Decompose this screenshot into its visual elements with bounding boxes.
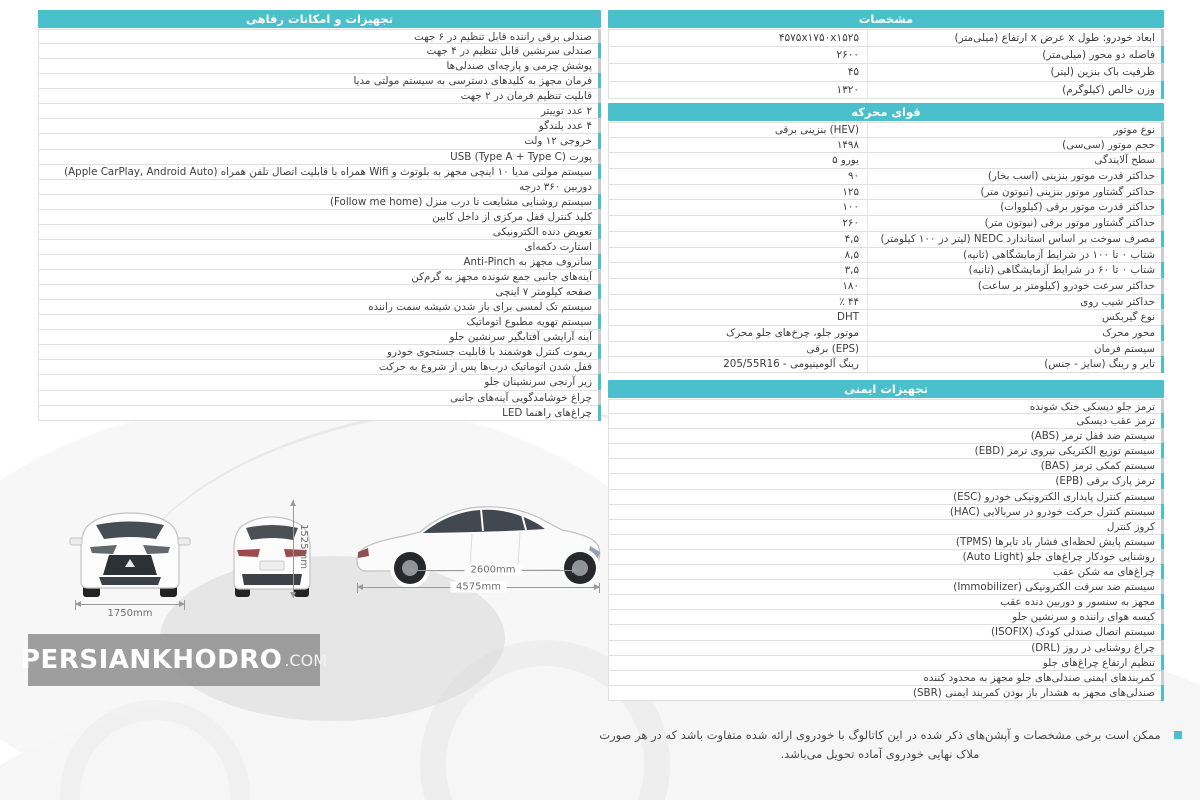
safety-row	[608, 610, 1164, 625]
powertrain-row	[608, 279, 1164, 295]
comfort-section	[38, 10, 601, 421]
comfort-item-label: استارت دکمه‌ای	[524, 240, 592, 253]
safety-item-label: ترمز پارک برقی (EPB)	[1055, 475, 1155, 488]
safety-row	[608, 490, 1164, 505]
powertrain-row	[608, 153, 1164, 169]
safety-item-label: روشنایی خودکار چراغ‌های جلو (Auto Light)	[962, 550, 1155, 563]
dimension-width	[75, 604, 185, 624]
safety-item-label: سیستم کنترل حرکت خودرو در سربالایی (HAC)	[949, 505, 1155, 518]
spec-row	[608, 47, 1164, 65]
comfort-item-label: سیستم تک لمسی برای باز شدن شیشه سمت راننده	[368, 301, 592, 314]
comfort-item-label: فرمان مجهز به کلیدهای دسترسی به سیستم مولتی مدیا	[353, 75, 592, 88]
safety-item-label: مجهز به سنسور و دوربین دنده عقب	[1000, 596, 1155, 609]
powertrain-value: بنزینی برقی (HEV)	[774, 124, 859, 136]
bullet-square-icon	[1174, 731, 1182, 739]
comfort-row	[38, 270, 601, 285]
safety-row	[608, 520, 1164, 535]
disclaimer-text: ممکن است برخی مشخصات و آپشن‌های ذکر شده در این کاتالوگ با خودروی ارائه شده متفاوت باشد که در هر صورت ملاک نهایی خودروی آماده تحویل می‌باشد.	[599, 728, 1161, 761]
powertrain-row	[608, 169, 1164, 185]
safety-item-label: ترمز عقب دیسکی	[1076, 415, 1155, 428]
powertrain-section-header: قوای محرکه	[608, 103, 1164, 121]
safety-row	[608, 550, 1164, 565]
dimension-tick	[184, 600, 185, 610]
dimension-wheelbase-label: 2600mm	[465, 565, 522, 576]
safety-row	[608, 429, 1164, 444]
disclaimer-note	[592, 726, 1170, 764]
safety-row	[608, 444, 1164, 459]
safety-row	[608, 399, 1164, 414]
powertrain-value: ۳,۵	[844, 264, 859, 277]
comfort-item-label: کلید کنترل قفل مرکزی از داخل کابین	[432, 210, 592, 223]
comfort-row	[38, 406, 601, 421]
comfort-item-label: صندلی سرنشین قابل تنظیم در ۴ جهت	[426, 45, 592, 58]
powertrain-value: ۹۰	[847, 170, 859, 183]
comfort-row	[38, 375, 601, 390]
safety-row	[608, 656, 1164, 671]
safety-section-header: تجهیزات ایمنی	[608, 380, 1164, 398]
dimension-tick	[75, 600, 76, 610]
comfort-row	[38, 225, 601, 240]
spec-label: فاصله دو محور (میلی‌متر)	[867, 47, 1163, 64]
spec-row	[608, 29, 1164, 47]
comfort-row	[38, 255, 601, 270]
spec-value: ۱۳۲۰	[836, 83, 859, 96]
comfort-item-label: ریموت کنترل هوشمند با قابلیت جستجوی خودرو	[386, 346, 592, 359]
powertrain-label: حداکثر قدرت موتور برقی (کیلووات)	[867, 200, 1163, 215]
powertrain-value: DHT	[837, 311, 859, 324]
safety-row	[608, 686, 1164, 701]
spec-value: ۲۶۰۰	[836, 48, 859, 61]
safety-table	[608, 399, 1164, 701]
safety-item-label: چراغ روشنایی در روز (DRL)	[1031, 641, 1155, 654]
comfort-row	[38, 285, 601, 300]
powertrain-value: برقی (EPS)	[806, 342, 859, 355]
comfort-row	[38, 29, 601, 44]
powertrain-row	[608, 310, 1164, 326]
specs-section-header: مشخصات	[608, 10, 1164, 28]
spec-row	[608, 64, 1164, 82]
powertrain-value: ۴,۵	[844, 232, 859, 245]
dimension-line	[293, 500, 294, 598]
dimension-height-label: 1525mm	[298, 524, 309, 569]
comfort-item-label: تعویض دنده الکترونیکی	[492, 225, 592, 238]
safety-item-label: سیستم توزیع الکتریکی نیروی ترمز (EBD)	[974, 445, 1155, 458]
powertrain-label: نوع گیربکس	[867, 310, 1163, 325]
comfort-row	[38, 240, 601, 255]
powertrain-row	[608, 342, 1164, 358]
comfort-row	[38, 74, 601, 89]
safety-section	[608, 380, 1164, 701]
powertrain-label: تایر و رینگ (سایز - جنس)	[867, 357, 1163, 372]
powertrain-label: حداکثر گشتاور موتور بنزینی (نیوتون متر)	[867, 185, 1163, 200]
comfort-item-label: آینه‌های جانبی جمع شونده مجهز به گرم‌کن	[411, 271, 592, 283]
safety-row	[608, 625, 1164, 640]
powertrain-value: یورو ۵	[832, 154, 859, 167]
safety-row	[608, 459, 1164, 474]
safety-row	[608, 595, 1164, 610]
powertrain-row	[608, 122, 1164, 138]
spec-value: ۴۵۷۵x۱۷۵۰x۱۵۲۵	[778, 32, 859, 44]
dimension-width-label: 1750mm	[107, 608, 153, 619]
comfort-item-label: چراغ‌های راهنما LED	[502, 406, 592, 419]
comfort-item-label: قابلیت تنظیم فرمان در ۲ جهت	[460, 90, 592, 103]
safety-item-label: کیسه هوای راننده و سرنشین جلو	[1012, 611, 1155, 624]
spec-value: ۴۵	[847, 66, 859, 79]
safety-row	[608, 414, 1164, 429]
powertrain-row	[608, 232, 1164, 248]
comfort-row	[38, 104, 601, 119]
comfort-row	[38, 315, 601, 330]
comfort-item-label: سانروف مجهز به Anti-Pinch	[463, 255, 592, 268]
powertrain-table	[608, 122, 1164, 373]
powertrain-row	[608, 295, 1164, 311]
comfort-row	[38, 345, 601, 360]
comfort-row	[38, 300, 601, 315]
powertrain-row	[608, 248, 1164, 264]
comfort-row	[38, 59, 601, 74]
powertrain-value: موتور جلو، چرخ‌های جلو محرک	[726, 326, 859, 339]
powertrain-row	[608, 326, 1164, 342]
comfort-row	[38, 119, 601, 134]
powertrain-label: حداکثر قدرت موتور بنزینی (اسب بخار)	[867, 169, 1163, 184]
comfort-row	[38, 360, 601, 375]
comfort-table	[38, 29, 601, 421]
comfort-item-label: سیستم روشنایی مشایعت تا درب منزل (Follow me home)	[329, 195, 592, 208]
dimension-length-label: 4575mm	[450, 582, 507, 593]
powertrain-row	[608, 263, 1164, 279]
powertrain-value: ۲۶۰	[842, 217, 859, 230]
safety-item-label: کروز کنترل	[1106, 520, 1155, 533]
safety-item-label: سیستم اتصال صندلی کودک (ISOFIX)	[991, 626, 1155, 639]
comfort-row	[38, 195, 601, 210]
powertrain-label: محور محرک	[867, 326, 1163, 341]
powertrain-label: حداکثر سرعت خودرو (کیلومتر بر ساعت)	[867, 279, 1163, 294]
comfort-item-label: پوشش چرمی و پارچه‌ای صندلی‌ها	[446, 60, 592, 73]
safety-item-label: چراغ‌های مه شکن عقب	[1052, 566, 1155, 579]
comfort-row	[38, 89, 601, 104]
dimension-tick	[357, 583, 358, 593]
comfort-item-label: قفل شدن اتوماتیک درب‌ها پس از شروع به حرکت	[378, 361, 592, 374]
powertrain-row	[608, 200, 1164, 216]
comfort-row	[38, 391, 601, 406]
spec-label: ابعاد خودرو: طول x عرض x ارتفاع (میلی‌متر)	[867, 30, 1163, 46]
specs-section	[608, 10, 1164, 99]
comfort-item-label: ۴ عدد بلندگو	[538, 120, 592, 133]
powertrain-value: ۱۲۵	[842, 185, 859, 198]
logo-tld-text: .COM	[284, 650, 327, 670]
comfort-item-label: چراغ خوشامدگویی آینه‌های جانبی	[450, 391, 592, 404]
powertrain-value: 205/55R16 - رینگ آلومینیومی	[723, 358, 859, 371]
specs-table	[608, 29, 1164, 99]
safety-item-label: تنظیم ارتفاع چراغ‌های جلو	[1042, 656, 1155, 669]
powertrain-row	[608, 185, 1164, 201]
powertrain-value: ٪ ۴۴	[839, 295, 859, 308]
safety-row	[608, 641, 1164, 656]
logo-text: PERSIANKHODRO	[21, 645, 283, 675]
comfort-row	[38, 150, 601, 165]
safety-item-label: صندلی‌های مجهز به هشدار باز بودن کمربند ایمنی (SBR)	[912, 686, 1155, 699]
comfort-row	[38, 180, 601, 195]
powertrain-label: حداکثر شیب روی	[867, 295, 1163, 310]
safety-row	[608, 565, 1164, 580]
powertrain-label: حداکثر گشتاور موتور برقی (نیوتون متر)	[867, 216, 1163, 231]
powertrain-value: ۱۴۹۸	[836, 138, 859, 151]
spec-label: ظرفیت باک بنزین (لیتر)	[867, 64, 1163, 81]
powertrain-label: سیستم فرمان	[867, 342, 1163, 357]
safety-item-label: کمربندهای ایمنی صندلی‌های جلو مجهز به محدود کننده	[923, 671, 1155, 684]
comfort-item-label: خروجی ۱۲ ولت	[524, 135, 592, 148]
comfort-item-label: پورت USB (Type A + Type C)	[450, 150, 592, 163]
comfort-row	[38, 44, 601, 59]
powertrain-section	[608, 103, 1164, 373]
comfort-item-label: صندلی برقی راننده قابل تنظیم در ۶ جهت	[414, 31, 592, 43]
safety-row	[608, 474, 1164, 489]
safety-row	[608, 505, 1164, 520]
powertrain-label: حجم موتور (سی‌سی)	[867, 138, 1163, 153]
comfort-section-header: تجهیزات و امکانات رفاهی	[38, 10, 601, 28]
powertrain-label: سطح آلایندگی	[867, 153, 1163, 168]
safety-row	[608, 580, 1164, 595]
powertrain-label: شتاب ۰ تا ۱۰۰ در شرایط آزمایشگاهی (ثانیه)	[867, 248, 1163, 263]
comfort-item-label: صفحه کیلومتر ۷ اینچی	[495, 286, 592, 299]
dimension-tick	[599, 583, 600, 593]
spec-label: وزن خالص (کیلوگرم)	[867, 82, 1163, 99]
safety-row	[608, 535, 1164, 550]
safety-row	[608, 671, 1164, 686]
dimension-line	[75, 604, 185, 605]
spec-row	[608, 82, 1164, 100]
powertrain-label: شتاب ۰ تا ۶۰ در شرایط آزمایشگاهی (ثانیه)	[867, 263, 1163, 278]
powertrain-row	[608, 138, 1164, 154]
comfort-row	[38, 330, 601, 345]
car-front-view-image	[65, 492, 195, 604]
comfort-row	[38, 165, 601, 180]
comfort-item-label: آینه آرایشی آفتابگیر سرنشین جلو	[449, 331, 592, 344]
powertrain-row	[608, 357, 1164, 373]
powertrain-value: ۱۰۰	[842, 201, 859, 214]
persiankhodro-logo	[21, 634, 327, 686]
safety-item-label: سیستم کمکی ترمز (BAS)	[1040, 460, 1155, 473]
comfort-item-label: دوربین ۳۶۰ درجه	[519, 180, 592, 193]
comfort-row	[38, 210, 601, 225]
dimension-length	[357, 581, 600, 601]
powertrain-value: ۱۸۰	[842, 279, 859, 292]
comfort-item-label: سیستم تهویه مطبوع اتوماتیک	[466, 316, 592, 329]
safety-item-label: سیستم کنترل پایداری الکترونیکی خودرو (ESC)	[953, 490, 1155, 503]
comfort-row	[38, 134, 601, 149]
safety-item-label: سیستم ضد قفل ترمز (ABS)	[1030, 430, 1155, 443]
powertrain-label: نوع موتور	[867, 123, 1163, 137]
powertrain-value: ۸,۵	[844, 248, 859, 261]
powertrain-label: مصرف سوخت بر اساس استاندارد NEDC (لیتر در ۱۰۰ کیلومتر)	[867, 232, 1163, 247]
comfort-item-label: زیر آرنجی سرنشینان جلو	[484, 376, 592, 389]
safety-item-label: ترمز جلو دیسکی خنک شونده	[1029, 401, 1155, 413]
comfort-item-label: سیستم مولتی مدیا ۱۰ اینچی مجهز به بلوتوث و Wifi همراه با قابلیت اتصال تلفن همراه (Apple CarPlay, Android Auto)	[64, 165, 592, 178]
safety-item-label: سیستم پایش لحظه‌ای فشار باد تایرها (TPMS)	[955, 535, 1155, 548]
safety-item-label: سیستم ضد سرقت الکترونیکی (Immobilizer)	[953, 581, 1155, 594]
comfort-item-label: ۲ عدد توییتر	[540, 105, 592, 118]
powertrain-row	[608, 216, 1164, 232]
